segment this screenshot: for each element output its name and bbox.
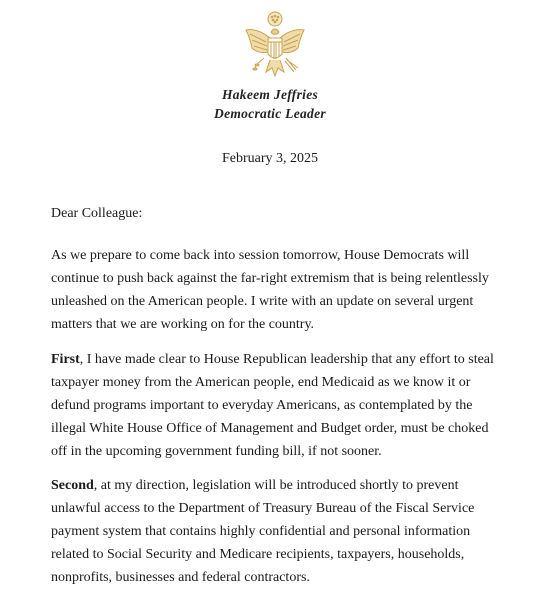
paragraph-lead: Second xyxy=(51,478,94,493)
paragraph-line: defund programs important to everyday Americans, as contemplated by the xyxy=(51,398,473,413)
sender-name: Hakeem Jeffries xyxy=(221,87,319,102)
salutation: Dear Colleague: xyxy=(51,206,143,221)
paragraph-line: taxpayer money from the American people, end Medicaid as we know it or xyxy=(51,375,471,390)
paragraph-line xyxy=(51,474,521,497)
paragraph-first-rest: , at my direction, legislation will be introduced shortly to prevent xyxy=(93,478,459,493)
great-seal-eagle-icon xyxy=(240,10,310,86)
paragraph-lead: First xyxy=(51,352,80,367)
sender-title: Democratic Leader xyxy=(214,106,326,121)
paragraph-line: unlawful access to the Department of Treasury Bureau of the Fiscal Service xyxy=(51,501,475,516)
paragraph-second xyxy=(51,474,521,589)
paragraph-line xyxy=(51,348,521,371)
paragraph-line: matters that we are working on for the country. xyxy=(51,317,315,332)
paragraph-intro xyxy=(51,244,521,336)
letter-date: February 3, 2025 xyxy=(221,151,319,166)
paragraph-first-rest: , I have made clear to House Republican leadership that any effort to steal xyxy=(79,352,494,367)
paragraph-line: continue to push back against the far-right extremism that is being relentlessly xyxy=(51,271,489,286)
paragraph-line: off in the upcoming government funding bill, if not sooner. xyxy=(51,444,382,459)
paragraph-line: illegal White House Office of Management and Budget order, must be choked xyxy=(51,421,489,436)
paragraph-first xyxy=(51,348,521,463)
paragraph-line: nonprofits, businesses and federal contractors. xyxy=(51,570,310,585)
paragraph-line: As we prepare to come back into session tomorrow, House Democrats will xyxy=(51,248,470,263)
paragraph-line: unleashed on the American people. I write with an update on several urgent xyxy=(51,294,474,309)
paragraph-line: payment system that contains highly confidential and personal information xyxy=(51,524,471,539)
paragraph-line: related to Social Security and Medicare recipients, taxpayers, households, xyxy=(51,547,465,562)
